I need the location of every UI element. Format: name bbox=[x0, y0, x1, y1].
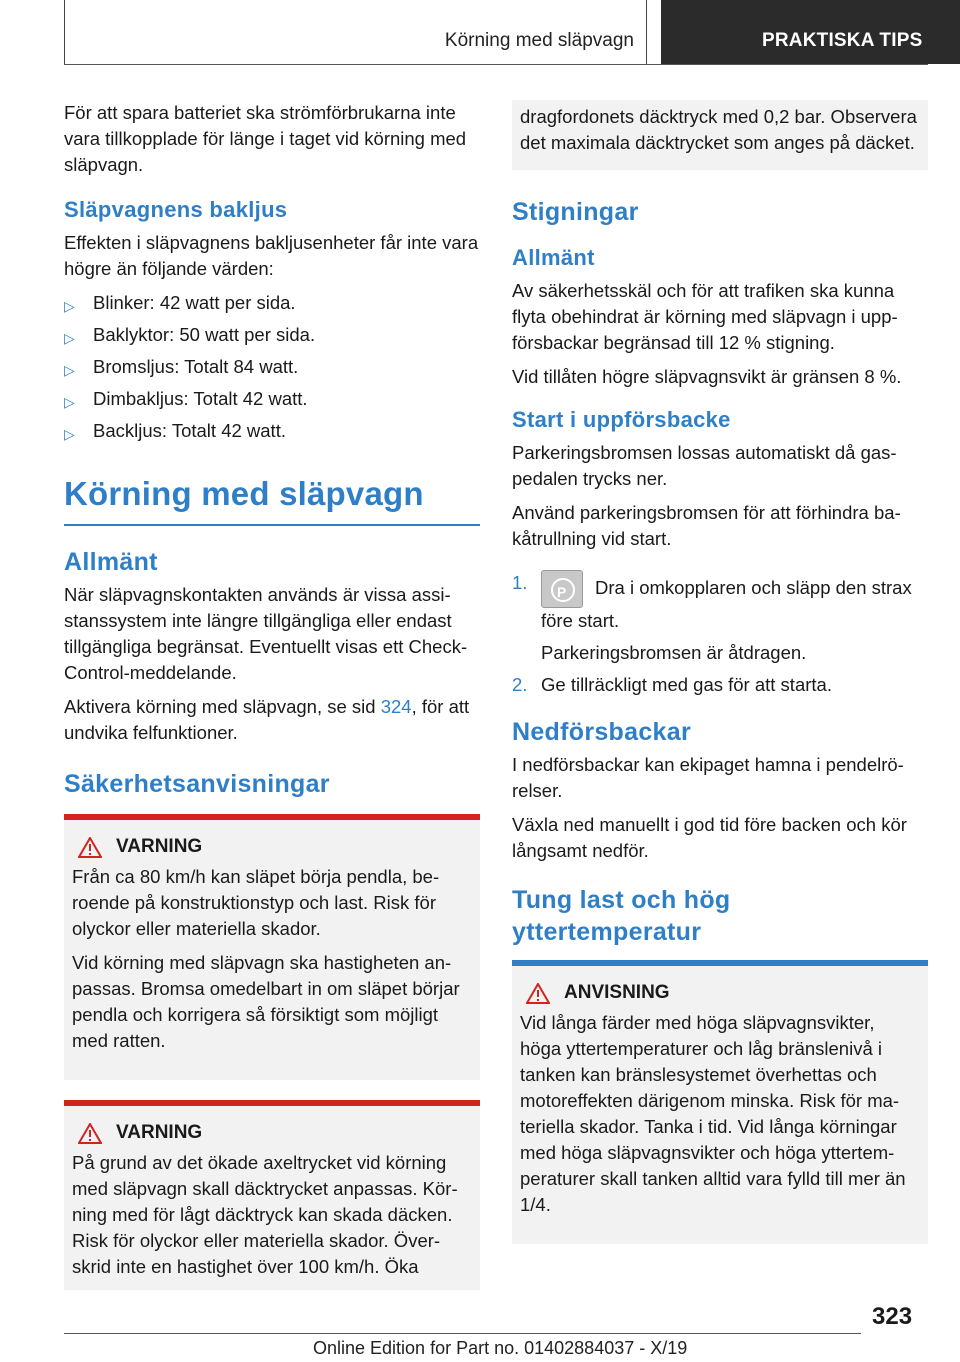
footer-divider bbox=[64, 1333, 861, 1334]
triangle-right-icon: ▷ bbox=[64, 298, 75, 314]
safety-heading: Säkerhetsanvisningar bbox=[64, 770, 330, 798]
activate-text: Aktivera körning med släpvagn, se sid 324, för att undvika felfunktioner. bbox=[64, 696, 470, 743]
section-title: Körning med släpvagn bbox=[444, 30, 634, 51]
notice-box bbox=[512, 960, 928, 1244]
warning-box bbox=[64, 814, 480, 1080]
list-item: ▷ Bromsljus: Totalt 84 watt. bbox=[64, 354, 480, 380]
intro-paragraph: För att spara batteriet ska strömförbrukarna inte vara tillkopplade för länge i taget vid körning med släpvagn. bbox=[64, 102, 467, 175]
step-number: 2. bbox=[512, 674, 528, 695]
heavy-load-heading: Tung last och hög yttertemperatur bbox=[512, 886, 731, 946]
chapter-title: PRAKTISKA TIPS bbox=[762, 30, 923, 51]
warning-text: Vid körning med släpvagn ska hastigheten anpassas. Bromsa omedelbart in om släpet börjar pendla och korrigera så försiktigt som möjligt med ratten. bbox=[72, 952, 460, 1051]
warning-triangle-icon bbox=[526, 983, 550, 1004]
right-column bbox=[512, 100, 928, 1244]
step-text: Dra i omkopplaren och släpp den strax före start. bbox=[541, 576, 912, 631]
list-item: ▷ Backljus: Totalt 42 watt. bbox=[64, 418, 480, 444]
hillstart-text: Använd parkeringsbromsen för att förhindra bakåtrullning vid start. bbox=[512, 502, 901, 549]
triangle-right-icon: ▷ bbox=[64, 362, 75, 378]
parking-brake-icon: P bbox=[541, 570, 583, 608]
general-heading: Allmänt bbox=[64, 548, 158, 576]
gradients-heading: Stigningar bbox=[512, 198, 639, 226]
triangle-right-icon: ▷ bbox=[64, 426, 75, 442]
header-divider bbox=[64, 64, 928, 65]
page-link[interactable]: 324 bbox=[380, 696, 412, 717]
taillights-text: Effekten i släpvagnens bakljusenheter får inte vara högre än följande värden: bbox=[64, 232, 479, 279]
warning-title: VARNING bbox=[116, 836, 203, 857]
triangle-right-icon: ▷ bbox=[64, 330, 75, 346]
taillights-heading: Släpvagnens bakljus bbox=[64, 197, 288, 222]
warning-triangle-icon bbox=[78, 1123, 102, 1144]
list-item bbox=[512, 672, 928, 698]
notice-text: Vid långa färder med höga släpvagnsvikter, höga yttertemperaturer och låg bränslenivå i tanken kan bränslesystemet överhettas och motoreffekten därigenom minska. Risk för materiella skador. Tanka i tid. Vid långa körningar med höga släpvagnsvikter och höga yttertemperaturer skall tanken alltid vara fylld till mer än 1/4. bbox=[520, 1012, 906, 1215]
warning-triangle-icon bbox=[78, 837, 102, 858]
list-item: ▷ Blinker: 42 watt per sida. bbox=[64, 290, 480, 316]
warning-title: VARNING bbox=[116, 1122, 203, 1143]
footer-edition: Online Edition for Part no. 01402884037 - X/19 bbox=[313, 1338, 688, 1358]
step-number: 1. bbox=[512, 572, 528, 593]
page-number: 323 bbox=[872, 1303, 913, 1330]
warning-text: dragfordonets däcktryck med 0,2 bar. Observera det maximala däcktrycket som anges på däcket. bbox=[520, 106, 917, 153]
warning-continuation-box bbox=[512, 100, 928, 170]
downhill-text: Växla ned manuellt i god tid före backen och kör långsamt nedför. bbox=[512, 814, 907, 861]
hillstart-text: Parkeringsbromsen lossas automatiskt då gaspedalen trycks ner. bbox=[512, 442, 897, 489]
warning-box bbox=[64, 1100, 480, 1290]
list-item: ▷ Dimbakljus: Totalt 42 watt. bbox=[64, 386, 480, 412]
main-heading: Körning med släpvagn bbox=[64, 475, 424, 512]
list-item: ▷ Baklyktor: 50 watt per sida. bbox=[64, 322, 480, 348]
triangle-right-icon: ▷ bbox=[64, 394, 75, 410]
taillights-list bbox=[64, 290, 480, 444]
list-item bbox=[512, 570, 928, 666]
general-text: Av säkerhetsskäl och för att trafiken ska kunna flyta obehindrat är körning med släpvagn i uppförsbackar begränsad till 12 % stigning. bbox=[512, 280, 898, 353]
general-heading: Allmänt bbox=[512, 245, 595, 270]
step-subtext: Parkeringsbromsen är åtdragen. bbox=[541, 642, 807, 663]
warning-text: På grund av det ökade axeltrycket vid körning med släpvagn skall däcktrycket anpassas. Körning med för lågt däcktryck kan skada däcken. Risk för olyckor eller materiella skador. Överskrid inte en hastighet över 100 km/h. Öka bbox=[72, 1152, 458, 1277]
left-column bbox=[64, 100, 480, 1310]
notice-title: ANVISNING bbox=[564, 982, 670, 1003]
steps-list bbox=[512, 570, 928, 698]
step-text: Ge tillräckligt med gas för att starta. bbox=[541, 674, 832, 695]
header-section-box bbox=[64, 0, 647, 64]
general-text: När släpvagnskontakten används är vissa assistanssystem inte längre tillgängliga eller endast tillgängliga begränsat. Eventuellt visas ett Check-Control-meddelande. bbox=[64, 584, 468, 683]
downhill-text: I nedförsbackar kan ekipaget hamna i pendelrörelser. bbox=[512, 754, 904, 801]
downhill-heading: Nedförsbackar bbox=[512, 718, 691, 746]
warning-text: Från ca 80 km/h kan släpet börja pendla, beroende på konstruktionstyp och last. Risk för olyckor eller materiella skador. bbox=[72, 866, 440, 939]
chapter-tab[interactable] bbox=[661, 0, 960, 64]
general-text: Vid tillåten högre släpvagnsvikt är gränsen 8 %. bbox=[512, 366, 902, 387]
hillstart-heading: Start i uppförsbacke bbox=[512, 407, 731, 432]
heading-rule bbox=[64, 524, 480, 526]
